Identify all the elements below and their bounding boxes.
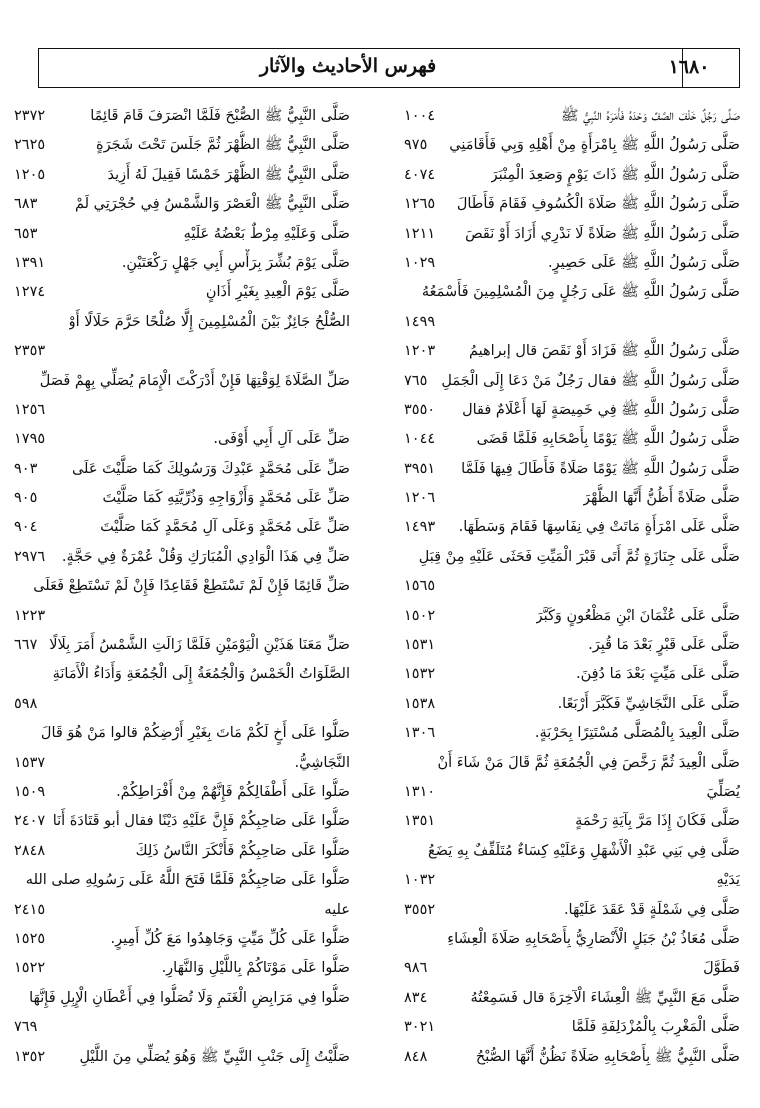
entry-text: فَطَوَّلَ	[703, 960, 740, 977]
entry-text: صَلِّ قَائِمًا فَإِنْ لَمْ تَسْتَطِعْ فَقَاعِدًا فَإِنْ لَمْ تَسْتَطِعْ فَعَلَى	[33, 578, 350, 595]
entry-text: صَلَّى عَلَى عُثْمَانَ ابْنِ مَظْعُونٍ وَكَبَّرَ	[535, 607, 740, 624]
entry-text: صَلَّى رَسُولُ اللَّهِ ﷺ بِامْرَأَةٍ مِنْ أَهْلِهِ وَبِي فَأَقَامَنِي	[449, 137, 740, 154]
index-entry	[14, 837, 350, 866]
entry-text: صَلَّى رَسُولُ اللَّهِ ﷺ ذَاتَ يَوْمٍ وَصَعِدَ الْمِنْبَرَ	[490, 166, 740, 183]
index-entry	[404, 102, 740, 131]
hadith-number	[404, 749, 412, 778]
index-entry	[14, 161, 350, 190]
index-entry	[404, 161, 740, 190]
entry-text: صَلَّى رَسُولُ اللَّهِ ﷺ صَلَاةَ الْكُسُوفِ فَقَامَ فَأَطَالَ	[456, 196, 740, 213]
entry-text: صَلُّوا عَلَى صَاحِبِكُمْ فَلَمَّا فَتَحَ اللَّهُ عَلَى رَسُولِهِ صلى الله	[25, 872, 350, 889]
index-entry	[404, 367, 740, 396]
index-entry	[14, 602, 350, 631]
index-entry	[404, 425, 740, 454]
index-entry	[404, 954, 740, 983]
index-entry	[14, 896, 350, 925]
entry-text: يُصَلِّيَ	[706, 783, 740, 800]
entry-text: صَلَّى رَسُولُ اللَّهِ ﷺ عَلَى رَجُلٍ مِنَ الْمُسْلِمِينَ فَأَسْمَعُهُ	[421, 284, 740, 301]
hadith-number	[14, 308, 22, 337]
entry-text: عليه	[324, 901, 350, 918]
entry-text: صَلَّى مُعَاذُ بْنُ جَبَلٍ الْأَنْصَارِيُّ بِأَصْحَابِهِ صَلَاةَ الْعِشَاءِ	[447, 930, 740, 947]
index-entry	[404, 749, 740, 778]
hadith-number	[404, 925, 412, 954]
index-entry	[404, 602, 740, 631]
entry-text: يَدَيْهِ	[716, 872, 740, 889]
index-entry	[14, 337, 350, 366]
index-entry	[14, 396, 350, 425]
hadith-number: ٦٦٧	[14, 637, 38, 654]
index-entry	[14, 249, 350, 278]
index-entry	[14, 690, 350, 719]
hadith-number: ٣٥٥٠	[404, 401, 436, 418]
index-entry	[404, 896, 740, 925]
hadith-number	[14, 984, 22, 1013]
hadith-number: ١٥٣٢	[404, 666, 436, 683]
index-entry	[14, 513, 350, 542]
index-entry	[404, 249, 740, 278]
index-entry	[404, 631, 740, 660]
hadith-number: ٢٤١٥	[14, 901, 46, 918]
index-entry	[14, 866, 350, 895]
hadith-number: ١٢٠٣	[404, 343, 436, 360]
index-entry	[14, 778, 350, 807]
index-entry	[404, 513, 740, 542]
index-entry	[14, 1043, 350, 1072]
left-column	[14, 102, 350, 1072]
index-entry	[14, 984, 350, 1013]
hadith-number: ٩٨٦	[404, 960, 428, 977]
hadith-number: ١٠٤٤	[404, 431, 436, 448]
entry-text: الصَّلَوَاتُ الْخَمْسُ وَالْجُمُعَةُ إِلَى الْجُمُعَةِ وَأَدَاءُ الْأَمَانَةِ	[52, 666, 350, 683]
hadith-number: ١٣٠٦	[404, 725, 436, 742]
index-entry	[14, 1013, 350, 1042]
index-entry	[404, 455, 740, 484]
hadith-number: ٩٠٣	[14, 460, 38, 477]
entry-text: صَلَّى عَلَى جِنَازَةٍ ثُمَّ أَتَى قَبْرَ الْمَيِّتِ فَحَثَى عَلَيْهِ مِنْ قِبَلِ	[418, 548, 740, 565]
index-entry	[404, 543, 740, 572]
index-entry	[404, 778, 740, 807]
index-entry	[404, 572, 740, 601]
index-entry	[14, 484, 350, 513]
entry-text: صَلَّى يَوْمَ بُشِّرَ بِرَأْسِ أَبِي جَهْلٍ رَكْعَتَيْنِ.	[121, 254, 350, 271]
index-entry	[404, 719, 740, 748]
entry-text: صَلُّوا عَلَى أَطْفَالِكُمْ فَإِنَّهُمْ مِنْ أَفْرَاطِكُمْ.	[116, 783, 350, 800]
index-entry	[14, 631, 350, 660]
entry-text: صَلَّى الْمَغْرِبَ بِالْمُزْدَلِفَةِ فَلَمَّا	[571, 1019, 740, 1036]
hadith-number: ١٧٩٥	[14, 431, 46, 448]
entry-text: صَلُّوا عَلَى كُلِّ مَيِّتٍ وَجَاهِدُوا مَعَ كُلِّ أَمِيرٍ.	[110, 930, 350, 947]
index-entry	[404, 837, 740, 866]
index-entry	[404, 220, 740, 249]
hadith-number: ١٣١٠	[404, 783, 436, 800]
index-entry	[404, 131, 740, 160]
hadith-number: ١٣٥٢	[14, 1048, 46, 1065]
entry-text: صَلَّى وَعَلَيْهِ مِرْطٌ بَعْضُهُ عَلَيْهِ	[183, 225, 350, 242]
index-entry	[404, 925, 740, 954]
hadith-number: ١٤٩٩	[404, 313, 436, 330]
index-entry	[404, 866, 740, 895]
hadith-number	[14, 572, 22, 601]
entry-text: صَلِّ عَلَى آلِ أَبِي أَوْفَى.	[213, 431, 350, 448]
entry-text: النَّجَاشِيُّ.	[294, 754, 350, 771]
hadith-number: ١٢٠٦	[404, 490, 436, 507]
entry-text: صَلَّى عَلَى قَبْرٍ بَعْدَ مَا قُبِرَ.	[588, 637, 740, 654]
hadith-number: ٣٠٢١	[404, 1019, 436, 1036]
entry-text: صَلَّى رَسُولُ اللَّهِ ﷺ يَوْمًا صَلَاةً فَأَطَالَ فِيهَا فَلَمَّا	[461, 460, 740, 477]
index-entry	[14, 425, 350, 454]
hadith-number: ٨٤٨	[404, 1048, 428, 1065]
hadith-number: ٢٣٧٢	[14, 108, 46, 124]
hadith-number: ١٠٠٤	[404, 108, 436, 124]
hadith-number: ٢٩٧٦	[14, 548, 46, 565]
index-entry	[14, 572, 350, 601]
entry-text: صَلَّى فِي شَمْلَةٍ قَدْ عَقَدَ عَلَيْهَا.	[563, 901, 740, 918]
hadith-number: ٣٥٥٢	[404, 901, 436, 918]
index-entry	[404, 190, 740, 219]
entry-text: صَلَّى النَّبِيُّ ﷺ الصُّبْحَ فَلَمَّا انْصَرَفَ قَامَ قَائِمًا	[90, 108, 350, 124]
index-entry	[404, 337, 740, 366]
hadith-number: ١٠٣٢	[404, 872, 436, 889]
hadith-number: ١٢٧٤	[14, 284, 46, 301]
index-entry	[14, 749, 350, 778]
index-entry	[14, 925, 350, 954]
hadith-number: ١٥٠٢	[404, 607, 436, 624]
entry-text: صَلَّى رَجُلٌ خَلْفَ الصَّفِّ وَحْدَهُ فَأَمَرَهُ النَّبِيُّ ﷺ	[561, 108, 740, 124]
hadith-number	[404, 278, 412, 307]
index-entry	[404, 690, 740, 719]
index-entry	[14, 660, 350, 689]
hadith-number: ٢٦٢٥	[14, 137, 46, 154]
hadith-number: ١٤٩٣	[404, 519, 436, 536]
hadith-number: ٩٠٤	[14, 519, 38, 536]
hadith-number: ١٥٣٨	[404, 695, 436, 712]
entry-text: صَلَّى مَعَ النَّبِيِّ ﷺ الْعِشَاءَ الْآخِرَةَ قال فَسَمِعْتُهُ	[470, 989, 740, 1006]
hadith-number	[14, 866, 22, 895]
entry-text: صَلُّوا عَلَى صَاحِبِكُمْ فَأَنْكَرَ النَّاسُ ذَلِكَ	[135, 842, 350, 859]
index-entry	[404, 278, 740, 307]
entry-text: صَلَّى رَسُولُ اللَّهِ ﷺ صَلَاةً لَا نَدْرِي أَزَادَ أَوْ نَقَصَ	[465, 225, 740, 242]
index-entry	[404, 1043, 740, 1072]
index-entry	[14, 131, 350, 160]
index-entry	[404, 1013, 740, 1042]
hadith-number: ٩٠٥	[14, 490, 38, 507]
hadith-number	[404, 543, 412, 572]
entry-text: صَلُّوا عَلَى صَاحِبِكُمْ فَإِنَّ عَلَيْهِ دَيْنًا فقال أبو قَتَادَةَ أَنَا	[53, 813, 350, 830]
index-entry	[14, 455, 350, 484]
page-title: فهرس الأحاديث والآثار	[259, 55, 437, 77]
index-entry	[14, 220, 350, 249]
index-entry	[404, 660, 740, 689]
entry-text: صَلَّى فَكَانَ إِذَا مَرَّ بِآيَةِ رَحْمَةٍ	[575, 813, 740, 830]
hadith-number: ١٢٥٦	[14, 401, 46, 418]
index-entry	[404, 807, 740, 836]
hadith-number: ١٣٥١	[404, 813, 436, 830]
entry-text: صَلَّى عَلَى امْرَأَةٍ مَاتَتْ فِي نِفَاسِهَا فَقَامَ وَسَطَهَا.	[458, 519, 740, 536]
page-number: ١٦٨٠	[668, 56, 710, 78]
entry-text: صَلُّوا عَلَى أَخٍ لَكُمْ مَاتَ بِغَيْرِ أَرْضِكُمْ قالوا مَنْ هُوَ قَالَ	[40, 725, 350, 742]
hadith-number: ٢٨٤٨	[14, 842, 46, 859]
entry-text: صَلُّوا فِي مَرَابِضِ الْغَنَمِ وَلَا تُصَلُّوا فِي أَعْطَانِ الْإِبِلِ فَإِنَّهَا	[29, 989, 350, 1006]
hadith-number: ٢٤٠٧	[14, 813, 46, 830]
entry-text: صَلُّوا عَلَى مَوْتَاكُمْ بِاللَّيْلِ وَالنَّهَارِ.	[161, 960, 350, 977]
hadith-number: ٩٧٥	[404, 137, 428, 154]
hadith-number: ١٥٣٧	[14, 754, 46, 771]
hadith-number: ٧٦٥	[404, 372, 428, 389]
hadith-number: ٨٣٤	[404, 989, 428, 1006]
hadith-number	[14, 719, 22, 748]
entry-text: صَلَّى رَسُولُ اللَّهِ ﷺ يَوْمًا بِأَصْحَابِهِ فَلَمَّا قَضَى	[476, 431, 740, 448]
index-entry	[404, 396, 740, 425]
hadith-number: ١٥٢٢	[14, 960, 46, 977]
entry-text: صَلَّى النَّبِيُّ ﷺ الظُّهْرَ خَمْسًا فَقِيلَ لَهُ أَزِيدَ	[107, 166, 350, 183]
entry-text: صَلِّ الصَّلَاةَ لِوَقْتِهَا فَإِنْ أَدْرَكْتَ الْإِمَامَ يُصَلِّي بِهِمْ فَصَلِّ	[39, 372, 350, 389]
entry-text: صَلَّى رَسُولُ اللَّهِ ﷺ فقال رَجُلٌ مَنْ دَعَا إِلَى الْجَمَلِ	[441, 372, 740, 389]
entry-text: الصُّلْحُ جَائِزٌ بَيْنَ الْمُسْلِمِينَ إِلَّا صُلْحًا حَرَّمَ حَلَالًا أَوْ	[68, 313, 350, 330]
hadith-number: ١٥٦٥	[404, 578, 436, 595]
entry-text: صَلَّى عَلَى النَّجَاشِيِّ فَكَبَّرَ أَرْبَعًا.	[557, 695, 740, 712]
entry-text: صَلَّى فِي بَنِي عَبْدِ الْأَشْهَلِ وَعَلَيْهِ كِسَاءٌ مُتَلَفِّفٌ بِهِ يَضَعُ	[427, 842, 740, 859]
index-entry	[14, 190, 350, 219]
index-entry	[14, 308, 350, 337]
index-entry	[14, 954, 350, 983]
entry-text: صَلَّى الْعِيدَ ثُمَّ رَخَّصَ فِي الْجُمُعَةِ ثُمَّ قَالَ مَنْ شَاءَ أَنْ	[437, 754, 740, 771]
hadith-number: ١٢٠٥	[14, 166, 46, 183]
entry-text: صَلَّى النَّبِيُّ ﷺ الْعَصْرَ وَالشَّمْسُ فِي حُجْرَتِي لَمْ	[74, 196, 350, 213]
hadith-number: ١٥٣١	[404, 637, 436, 654]
index-entry	[14, 102, 350, 131]
entry-text: صَلَّيْتُ إِلَى جَنْبِ النَّبِيِّ ﷺ وَهُوَ يُصَلِّي مِنَ اللَّيْلِ	[79, 1048, 350, 1065]
entry-text: صَلِّ عَلَى مُحَمَّدٍ وَأَزْوَاجِهِ وَذُرِّيَّتِهِ كَمَا صَلَّيْتَ	[102, 490, 350, 507]
index-entry	[14, 719, 350, 748]
hadith-number	[14, 660, 22, 689]
index-entry	[14, 807, 350, 836]
hadith-number: ٦٥٣	[14, 225, 38, 242]
hadith-number: ٧٦٩	[14, 1019, 38, 1036]
hadith-number: ١٢٢٣	[14, 607, 46, 624]
hadith-number: ١٣٩١	[14, 254, 46, 271]
entry-text: صَلِّ فِي هَذَا الْوَادِي الْمُبَارَكِ وَقُلْ عُمْرَةٌ فِي حَجَّةٍ.	[61, 548, 350, 565]
index-entry	[14, 543, 350, 572]
hadith-number: ١٢١١	[404, 225, 436, 242]
hadith-number: ١٠٢٩	[404, 254, 436, 271]
index-entry	[14, 278, 350, 307]
entry-text: صَلَّى النَّبِيُّ ﷺ بِأَصْحَابِهِ صَلَاةً نَظُنُّ أَنَّهَا الصُّبْحُ	[475, 1048, 740, 1065]
entry-text: صَلَّى رَسُولُ اللَّهِ ﷺ عَلَى حَصِيرٍ.	[547, 254, 740, 271]
entry-text: صَلِّ مَعَنَا هَذَيْنِ الْيَوْمَيْنِ فَلَمَّا زَالَتِ الشَّمْسُ أَمَرَ بِلَالًا	[49, 637, 350, 654]
entry-text: صَلَّى رَسُولُ اللَّهِ ﷺ فِي خَمِيصَةٍ لَهَا أَعْلَامٌ فقال	[462, 401, 740, 418]
index-entry	[404, 484, 740, 513]
hadith-number	[404, 837, 412, 866]
entry-text: صَلَّى رَسُولُ اللَّهِ ﷺ فَزَادَ أَوْ نَقَصَ قال إبراهيمُ	[468, 343, 740, 360]
index-entry	[404, 984, 740, 1013]
hadith-number: ٦٨٣	[14, 196, 38, 213]
hadith-number: ٢٣٥٣	[14, 343, 46, 360]
hadith-number	[14, 367, 22, 396]
entry-text: صَلِّ عَلَى مُحَمَّدٍ وَعَلَى آلِ مُحَمَّدٍ كَمَا صَلَّيْتَ	[100, 519, 350, 536]
right-column	[404, 102, 740, 1072]
entry-text: صَلَّى صَلَاةً أَظُنُّ أَنَّهَا الظُّهْرَ	[583, 490, 740, 507]
hadith-number: ١٢٦٥	[404, 196, 436, 213]
hadith-number: ٤٠٧٤	[404, 166, 436, 183]
hadith-number: ١٥٢٥	[14, 930, 46, 947]
hadith-number: ١٥٠٩	[14, 783, 46, 800]
entry-text: صَلَّى الْعِيدَ بِالْمُصَلَّى مُسْتَتِرًا بِحَرْبَةٍ.	[534, 725, 740, 742]
entry-text: صَلَّى عَلَى مَيِّتٍ بَعْدَ مَا دُفِنَ.	[575, 666, 740, 683]
index-entry	[14, 367, 350, 396]
entry-text: صَلَّى يَوْمَ الْعِيدِ بِغَيْرِ أَذَانٍ	[205, 284, 350, 301]
hadith-number: ٣٩٥١	[404, 460, 436, 477]
index-entry	[404, 308, 740, 337]
hadith-number: ٥٩٨	[14, 695, 38, 712]
entry-text: صَلِّ عَلَى مُحَمَّدٍ عَبْدِكَ وَرَسُولِكَ كَمَا صَلَّيْتَ عَلَى	[71, 460, 350, 477]
entry-text: صَلَّى النَّبِيُّ ﷺ الظُّهْرَ ثُمَّ جَلَسَ تَحْتَ شَجَرَةٍ	[96, 137, 350, 154]
